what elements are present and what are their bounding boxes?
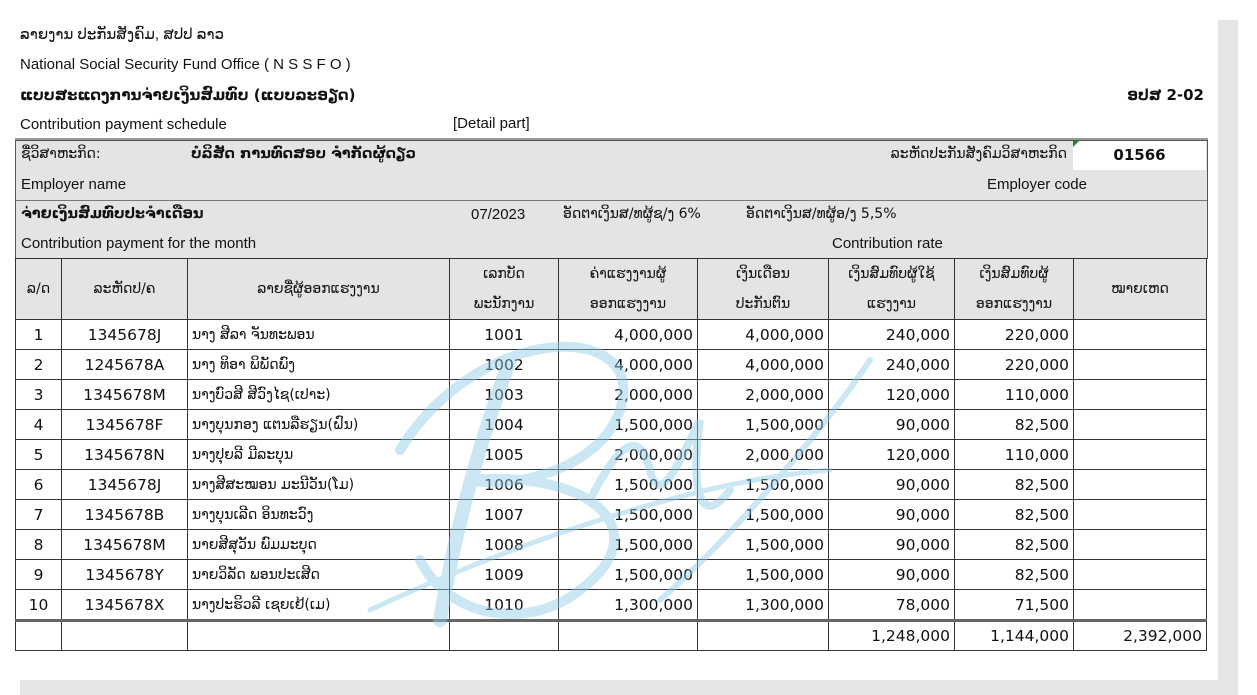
cell-wage[interactable]: 4,000,000 bbox=[559, 350, 698, 380]
table-row bbox=[16, 410, 1207, 440]
col-header-emp-id-line2: ພະນັກງານ bbox=[473, 296, 535, 312]
employer-name-label-lao: ຊື່ວິສາຫະກິດ: bbox=[21, 146, 101, 162]
cell-employer-contrib[interactable]: 90,000 bbox=[829, 500, 955, 530]
cell-ssn[interactable]: 1345678M bbox=[62, 380, 188, 410]
cell-emp-id[interactable]: 1001 bbox=[450, 320, 559, 350]
col-header-employee-contrib-line1: ເງິນສົມທົບຜູ້ bbox=[979, 266, 1049, 282]
cell-remark[interactable] bbox=[1074, 590, 1207, 621]
cell-name[interactable]: ນາຍສີສຸວັນ ພົມມະບຸດ bbox=[188, 530, 450, 560]
cell-wage[interactable]: 1,500,000 bbox=[559, 410, 698, 440]
cell-no[interactable]: 5 bbox=[16, 440, 62, 470]
total-employer-contrib[interactable]: 1,248,000 bbox=[829, 621, 955, 651]
cell-employee-contrib[interactable]: 82,500 bbox=[955, 470, 1074, 500]
table-row bbox=[16, 350, 1207, 380]
cell-emp-id[interactable]: 1002 bbox=[450, 350, 559, 380]
cell-name[interactable]: ນາງ ສີລາ ຈັນທະພອນ bbox=[188, 320, 450, 350]
month-label-lao: ຈ່າຍເງິນສົມທົບປະຈຳເດືອນ bbox=[21, 206, 204, 222]
cell-ssn[interactable]: 1345678B bbox=[62, 500, 188, 530]
cell-employee-contrib[interactable]: 220,000 bbox=[955, 320, 1074, 350]
cell-remark[interactable] bbox=[1074, 500, 1207, 530]
cell-remark[interactable] bbox=[1074, 350, 1207, 380]
month-row bbox=[16, 200, 1207, 231]
cell-employee-contrib[interactable]: 110,000 bbox=[955, 440, 1074, 470]
cell-no[interactable]: 4 bbox=[16, 410, 62, 440]
col-header-remark: ໝາຍເຫດ bbox=[1074, 259, 1207, 320]
form-code: ອປສ 2-02 bbox=[1127, 86, 1204, 104]
table-row bbox=[16, 560, 1207, 590]
cell-employee-contrib[interactable]: 82,500 bbox=[955, 500, 1074, 530]
cell-name[interactable]: ນາງບຸນກອງ ແຕນລືຮຽນ(ຝົນ) bbox=[188, 410, 450, 440]
org-name-en: National Social Security Fund Office ( N S S F O ) bbox=[20, 56, 351, 73]
cell-insured[interactable]: 2,000,000 bbox=[698, 440, 829, 470]
col-header-employee-contrib bbox=[955, 259, 1074, 320]
col-header-wage bbox=[559, 259, 698, 320]
col-header-employee-contrib-line2: ອອກແຮງງານ bbox=[975, 296, 1053, 312]
cell-employee-contrib[interactable]: 82,500 bbox=[955, 530, 1074, 560]
cell-no[interactable]: 1 bbox=[16, 320, 62, 350]
employer-name-value: ບໍລິສັດ ການທົດສອບ ຈຳກັດຜູ້ດຽວ bbox=[191, 146, 416, 162]
document-title-en: Contribution payment schedule bbox=[20, 116, 227, 133]
cell-wage[interactable]: 1,500,000 bbox=[559, 470, 698, 500]
cell-no[interactable]: 7 bbox=[16, 500, 62, 530]
employer-code-label-en: Employer code bbox=[986, 176, 1087, 193]
cell-name[interactable]: ນາງ ທິອາ ພິພັດພົງ bbox=[188, 350, 450, 380]
cell-employee-contrib[interactable]: 71,500 bbox=[955, 590, 1074, 621]
cell-comment-marker-icon bbox=[1073, 141, 1079, 147]
cell-employer-contrib[interactable]: 120,000 bbox=[829, 380, 955, 410]
cell-name[interactable]: ນາງບຸນເລີດ ອິນທະວົງ bbox=[188, 500, 450, 530]
cell-ssn[interactable]: 1345678J bbox=[62, 320, 188, 350]
total-employee-contrib[interactable]: 1,144,000 bbox=[955, 621, 1074, 651]
cell-employee-contrib[interactable]: 82,500 bbox=[955, 560, 1074, 590]
employer-name-label-en: Employer name bbox=[21, 176, 127, 193]
employee-rate: ອັດຕາເງິນສ/ທຜູ້ອ/ງ 5,5% bbox=[746, 206, 897, 222]
table-row bbox=[16, 590, 1207, 621]
month-label-en: Contribution payment for the month bbox=[21, 235, 257, 252]
employer-code-value: 01566 bbox=[1113, 146, 1166, 164]
detail-part-label: [Detail part] bbox=[453, 115, 530, 132]
cell-employer-contrib[interactable]: 240,000 bbox=[829, 320, 955, 350]
scroll-gutter-bottom bbox=[20, 680, 1238, 695]
cell-remark[interactable] bbox=[1074, 530, 1207, 560]
col-header-insured bbox=[698, 259, 829, 320]
employer-name-row bbox=[16, 141, 1207, 171]
cell-emp-id[interactable]: 1009 bbox=[450, 560, 559, 590]
cell-empty[interactable] bbox=[188, 621, 450, 651]
col-header-insured-line1: ເງິນເດືອນ bbox=[736, 266, 790, 282]
month-en-row bbox=[16, 230, 1207, 260]
cell-no[interactable]: 8 bbox=[16, 530, 62, 560]
cell-empty[interactable] bbox=[62, 621, 188, 651]
document-title-lao: ແບບສະແດງການຈ່າຍເງິນສົມທົບ (ແບບລະອຽດ) bbox=[20, 86, 356, 104]
col-header-emp-id bbox=[450, 259, 559, 320]
cell-emp-id[interactable]: 1004 bbox=[450, 410, 559, 440]
cell-no[interactable]: 9 bbox=[16, 560, 62, 590]
cell-name[interactable]: ນາຍວິລັດ ພອນປະເສີດ bbox=[188, 560, 450, 590]
cell-employer-contrib[interactable]: 90,000 bbox=[829, 470, 955, 500]
table-row bbox=[16, 380, 1207, 410]
cell-employer-contrib[interactable]: 90,000 bbox=[829, 560, 955, 590]
cell-insured[interactable]: 1,500,000 bbox=[698, 560, 829, 590]
contribution-table bbox=[15, 258, 1207, 651]
cell-employer-contrib[interactable]: 90,000 bbox=[829, 530, 955, 560]
cell-insured[interactable]: 2,000,000 bbox=[698, 380, 829, 410]
cell-emp-id[interactable]: 1010 bbox=[450, 590, 559, 621]
cell-emp-id[interactable]: 1003 bbox=[450, 380, 559, 410]
cell-remark[interactable] bbox=[1074, 380, 1207, 410]
cell-name[interactable]: ນາງບົວສີ ສີວົງໄຊ(ເປາະ) bbox=[188, 380, 450, 410]
cell-empty[interactable] bbox=[698, 621, 829, 651]
cell-employer-contrib[interactable]: 120,000 bbox=[829, 440, 955, 470]
cell-ssn[interactable]: 1345678X bbox=[62, 590, 188, 621]
cell-insured[interactable]: 1,300,000 bbox=[698, 590, 829, 621]
cell-empty[interactable] bbox=[16, 621, 62, 651]
employer-code-label-lao: ລະຫັດປະກັນສັງຄົມວິສາຫະກິດ bbox=[890, 146, 1067, 162]
cell-insured[interactable]: 4,000,000 bbox=[698, 350, 829, 380]
cell-ssn[interactable]: 1345678M bbox=[62, 530, 188, 560]
table-row bbox=[16, 320, 1207, 350]
cell-employer-contrib[interactable]: 90,000 bbox=[829, 410, 955, 440]
cell-ssn[interactable]: 1345678J bbox=[62, 470, 188, 500]
cell-empty[interactable] bbox=[450, 621, 559, 651]
cell-wage[interactable]: 4,000,000 bbox=[559, 320, 698, 350]
col-header-insured-line2: ປະກັນຕົນ bbox=[735, 296, 791, 312]
table-row bbox=[16, 530, 1207, 560]
col-header-name: ລາຍຊື່ຜູ້ອອກແຮງງານ bbox=[188, 259, 450, 320]
cell-no[interactable]: 3 bbox=[16, 380, 62, 410]
cell-insured[interactable]: 1,500,000 bbox=[698, 530, 829, 560]
col-header-ssn: ລະຫັດປ/ຄ bbox=[62, 259, 188, 320]
cell-wage[interactable]: 1,500,000 bbox=[559, 560, 698, 590]
scroll-gutter-right bbox=[1218, 20, 1238, 695]
cell-emp-id[interactable]: 1007 bbox=[450, 500, 559, 530]
table-row bbox=[16, 470, 1207, 500]
table-header-row bbox=[16, 259, 1207, 320]
col-header-employer-contrib-line2: ແຮງງານ bbox=[866, 296, 917, 312]
grand-total[interactable]: 2,392,000 bbox=[1074, 621, 1207, 651]
employer-info-block bbox=[15, 140, 1208, 259]
cell-wage[interactable]: 1,500,000 bbox=[559, 530, 698, 560]
cell-employee-contrib[interactable]: 82,500 bbox=[955, 410, 1074, 440]
cell-remark[interactable] bbox=[1074, 560, 1207, 590]
cell-remark[interactable] bbox=[1074, 440, 1207, 470]
cell-name[interactable]: ນາງປຸຍລີ ມີລະບຸນ bbox=[188, 440, 450, 470]
cell-insured[interactable]: 1,500,000 bbox=[698, 470, 829, 500]
cell-no[interactable]: 2 bbox=[16, 350, 62, 380]
table-row bbox=[16, 440, 1207, 470]
rate-label-en: Contribution rate bbox=[832, 235, 943, 252]
cell-insured[interactable]: 1,500,000 bbox=[698, 500, 829, 530]
cell-emp-id[interactable]: 1006 bbox=[450, 470, 559, 500]
cell-insured[interactable]: 1,500,000 bbox=[698, 410, 829, 440]
cell-employer-contrib[interactable]: 240,000 bbox=[829, 350, 955, 380]
col-header-employer-contrib bbox=[829, 259, 955, 320]
col-header-wage-line1: ຄ່າແຮງງານຜູ້ bbox=[589, 266, 667, 282]
cell-empty[interactable] bbox=[559, 621, 698, 651]
cell-emp-id[interactable]: 1005 bbox=[450, 440, 559, 470]
cell-employee-contrib[interactable]: 110,000 bbox=[955, 380, 1074, 410]
cell-wage[interactable]: 2,000,000 bbox=[559, 380, 698, 410]
col-header-wage-line2: ອອກແຮງງານ bbox=[589, 296, 667, 312]
cell-remark[interactable] bbox=[1074, 320, 1207, 350]
cell-wage[interactable]: 1,500,000 bbox=[559, 500, 698, 530]
cell-insured[interactable]: 4,000,000 bbox=[698, 320, 829, 350]
cell-ssn[interactable]: 1345678Y bbox=[62, 560, 188, 590]
totals-row bbox=[16, 621, 1207, 651]
cell-emp-id[interactable]: 1008 bbox=[450, 530, 559, 560]
cell-no[interactable]: 6 bbox=[16, 470, 62, 500]
cell-no[interactable]: 10 bbox=[16, 590, 62, 621]
col-header-emp-id-line1: ເລກບັດ bbox=[483, 266, 525, 282]
cell-wage[interactable]: 2,000,000 bbox=[559, 440, 698, 470]
cell-remark[interactable] bbox=[1074, 410, 1207, 440]
employer-code-cell[interactable] bbox=[1073, 141, 1206, 170]
employer-name-en-row bbox=[16, 171, 1207, 201]
cell-ssn[interactable]: 1245678A bbox=[62, 350, 188, 380]
cell-remark[interactable] bbox=[1074, 470, 1207, 500]
cell-name[interactable]: ນາງສີສະໝອນ ມະນີວັນ(ໂມ) bbox=[188, 470, 450, 500]
col-header-no: ລ/ດ bbox=[16, 259, 62, 320]
employer-rate: ອັດຕາເງິນສ/ທຜູ້ຊ/ງ 6% bbox=[563, 206, 701, 222]
month-value: 07/2023 bbox=[471, 206, 526, 223]
org-name-lao: ລາຍງານ ປະກັນສັງຄົມ, ສປປ ລາວ bbox=[20, 26, 225, 43]
cell-employer-contrib[interactable]: 78,000 bbox=[829, 590, 955, 621]
cell-name[interactable]: ນາງປະຮິວລີ ເຊຍເຢ້(ເມ) bbox=[188, 590, 450, 621]
cell-wage[interactable]: 1,300,000 bbox=[559, 590, 698, 621]
col-header-employer-contrib-line1: ເງິນສົມທົບຜູ້ໃຊ້ bbox=[848, 266, 935, 282]
cell-employee-contrib[interactable]: 220,000 bbox=[955, 350, 1074, 380]
cell-ssn[interactable]: 1345678F bbox=[62, 410, 188, 440]
table-row bbox=[16, 500, 1207, 530]
cell-ssn[interactable]: 1345678N bbox=[62, 440, 188, 470]
